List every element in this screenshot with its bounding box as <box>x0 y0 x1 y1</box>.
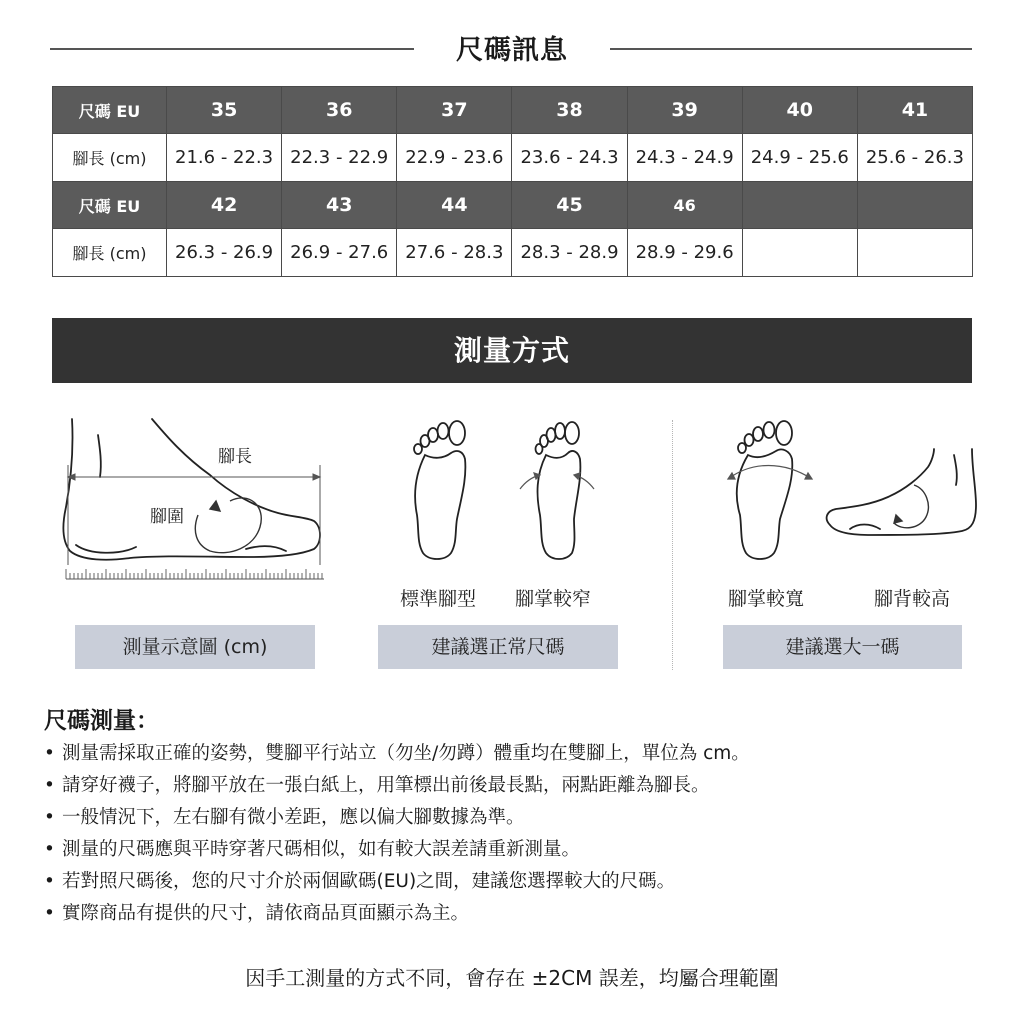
length-cell: 28.3 - 28.9 <box>512 229 627 277</box>
wide-foot-icon <box>722 415 817 565</box>
foot-side-diagram <box>60 415 330 590</box>
size-cell <box>742 182 857 229</box>
high-instep-label: 腳背較高 <box>874 588 951 610</box>
standard-foot-icon <box>405 415 475 565</box>
section-divider <box>672 420 673 670</box>
foot-outline <box>63 419 320 560</box>
length-label-cell: 腳長 (cm) <box>53 229 167 277</box>
length-cell: 25.6 - 26.3 <box>857 134 972 182</box>
size-label-cell: 尺碼 EU <box>53 87 167 134</box>
foot-girth-label: 腳圍 <box>150 507 184 527</box>
list-item: • 請穿好襪子，將腳平放在一張白紙上，用筆標出前後最長點，兩點距離為腳長。 <box>44 770 750 802</box>
length-cell: 22.9 - 23.6 <box>397 134 512 182</box>
length-cell: 26.9 - 27.6 <box>282 229 397 277</box>
list-item: • 測量的尺碼應與平時穿著尺碼相似，如有較大誤差請重新測量。 <box>44 834 750 866</box>
bigger-size-tag: 建議選大一碼 <box>723 625 962 669</box>
size-cell: 40 <box>742 87 857 134</box>
wide-label: 腳掌較寬 <box>728 588 805 610</box>
length-cell: 21.6 - 22.3 <box>167 134 282 182</box>
size-label-cell: 尺碼 EU <box>53 182 167 229</box>
size-cell: 38 <box>512 87 627 134</box>
size-cell <box>857 182 972 229</box>
list-item: • 測量需採取正確的姿勢，雙腳平行站立（勿坐/勿蹲）體重均在雙腳上，單位為 cm。 <box>44 738 750 770</box>
list-item: • 若對照尺碼後，您的尺寸介於兩個歐碼(EU)之間，建議您選擇較大的尺碼。 <box>44 866 750 898</box>
size-table <box>52 86 973 277</box>
footer-note: 因手工測量的方式不同，會存在 ±2CM 誤差，均屬合理範圍 <box>245 966 779 990</box>
standard-label: 標準腳型 <box>400 588 477 610</box>
high-instep-foot-icon <box>822 445 982 545</box>
size-cell: 44 <box>397 182 512 229</box>
length-cell: 24.3 - 24.9 <box>627 134 742 182</box>
length-label-cell: 腳長 (cm) <box>53 134 167 182</box>
size-cell: 45 <box>512 182 627 229</box>
size-row-2 <box>53 182 973 229</box>
notes-list <box>44 738 750 930</box>
length-cell: 24.9 - 25.6 <box>742 134 857 182</box>
measure-banner: 測量方式 <box>52 318 972 383</box>
foot-length-label: 腳長 <box>218 447 252 467</box>
page-title: 尺碼訊息 <box>456 35 568 66</box>
size-row-1 <box>53 87 973 134</box>
diagram-tag: 測量示意圖 (cm) <box>75 625 315 669</box>
list-item: • 一般情況下，左右腳有微小差距，應以偏大腳數據為準。 <box>44 802 750 834</box>
length-row-2 <box>53 229 973 277</box>
size-cell: 36 <box>282 87 397 134</box>
length-cell <box>857 229 972 277</box>
length-cell <box>742 229 857 277</box>
size-cell: 35 <box>167 87 282 134</box>
size-cell: 46 <box>627 182 742 229</box>
length-cell: 27.6 - 28.3 <box>397 229 512 277</box>
size-cell: 42 <box>167 182 282 229</box>
normal-size-tag: 建議選正常尺碼 <box>378 625 618 669</box>
length-row-1 <box>53 134 973 182</box>
size-cell: 39 <box>627 87 742 134</box>
length-cell: 26.3 - 26.9 <box>167 229 282 277</box>
size-cell: 43 <box>282 182 397 229</box>
length-cell: 23.6 - 24.3 <box>512 134 627 182</box>
narrow-foot-icon <box>512 415 602 565</box>
length-cell: 22.3 - 22.9 <box>282 134 397 182</box>
length-cell: 28.9 - 29.6 <box>627 229 742 277</box>
narrow-label: 腳掌較窄 <box>515 588 592 610</box>
size-cell: 41 <box>857 87 972 134</box>
size-cell: 37 <box>397 87 512 134</box>
list-item: • 實際商品有提供的尺寸，請依商品頁面顯示為主。 <box>44 898 750 930</box>
notes-title: 尺碼測量： <box>44 708 159 734</box>
